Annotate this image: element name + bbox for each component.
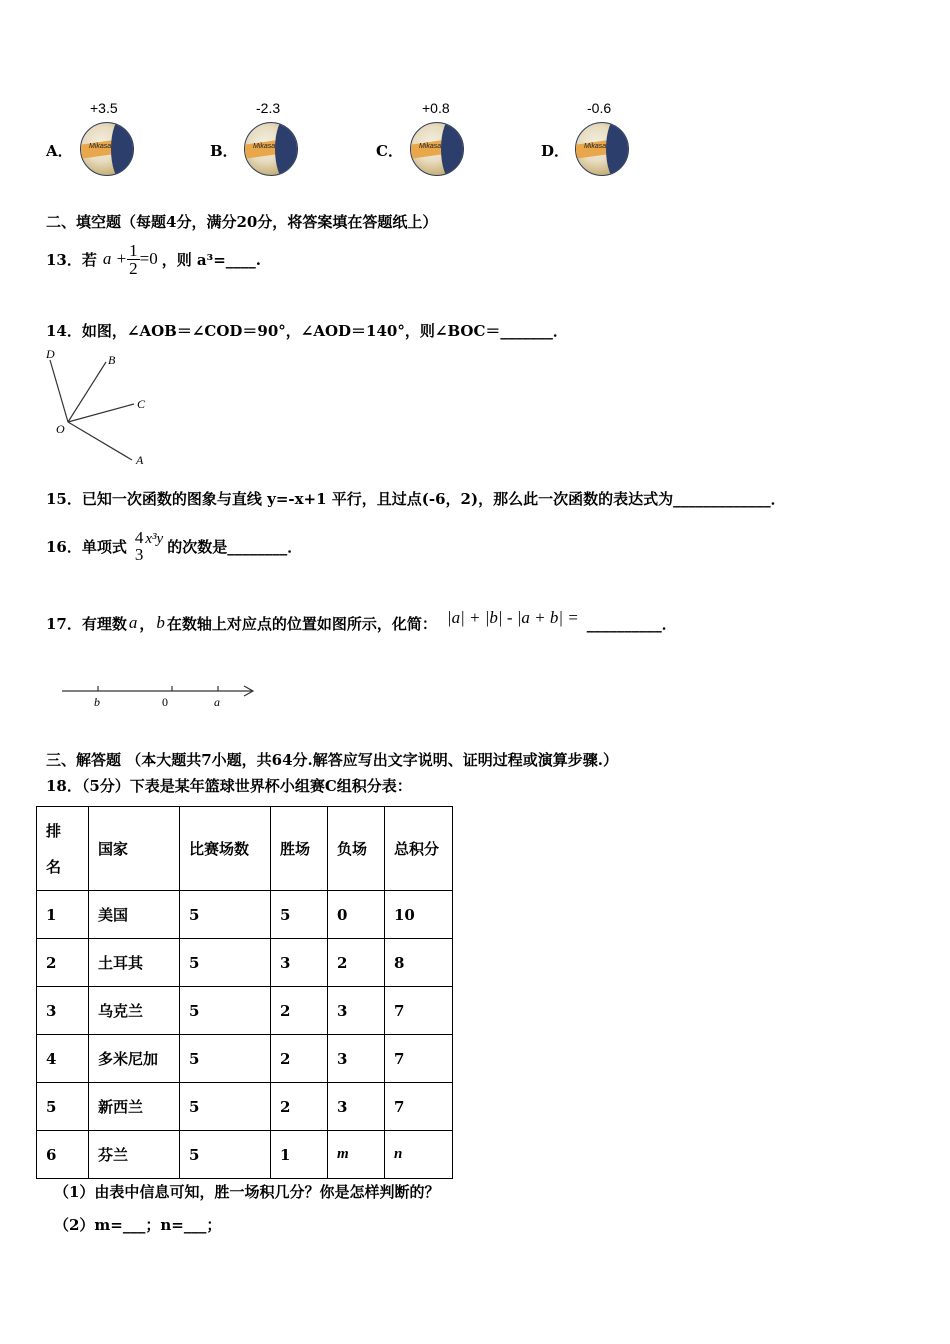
q13-expr-a: a + xyxy=(102,249,128,268)
ray-od xyxy=(50,360,68,422)
question-18-intro: 18．（5分）下表是某年篮球世界杯小组赛C组积分表： xyxy=(46,777,412,795)
volleyball-icon: Mikasa xyxy=(575,122,629,176)
label-b: B xyxy=(108,353,116,367)
header-country: 国家 xyxy=(89,807,180,891)
volleyball-icon: Mikasa xyxy=(244,122,298,176)
cell: 3 xyxy=(271,939,328,987)
cell: 10 xyxy=(385,891,453,939)
cell: 多米尼加 xyxy=(89,1035,180,1083)
q17-comma: ， xyxy=(139,614,155,633)
q16-fraction: 4 3 xyxy=(134,528,144,564)
cell: 3 xyxy=(37,987,89,1035)
q17-suffix: __________． xyxy=(586,614,677,633)
cell: 乌克兰 xyxy=(89,987,180,1035)
cell: 5 xyxy=(180,1035,271,1083)
cell: 7 xyxy=(385,987,453,1035)
table-row xyxy=(37,1035,453,1083)
cell: 美国 xyxy=(89,891,180,939)
q17-var-b: b xyxy=(156,613,165,632)
question-18-part-2: （2）m=___；n=___； xyxy=(54,1216,222,1234)
question-16 xyxy=(46,524,302,568)
table-row xyxy=(37,987,453,1035)
question-17 xyxy=(46,608,677,638)
table-row xyxy=(37,1131,453,1179)
header-points: 总积分 xyxy=(385,807,453,891)
volleyball-icon: Mikasa xyxy=(80,122,134,176)
cell: 7 xyxy=(385,1035,453,1083)
option-a xyxy=(46,100,166,180)
cell: 土耳其 xyxy=(89,939,180,987)
cell: 2 xyxy=(271,1035,328,1083)
cell: 0 xyxy=(328,891,385,939)
cell: n xyxy=(385,1131,453,1179)
q13-prefix: 13．若 xyxy=(46,250,97,269)
q17-mid: 在数轴上对应点的位置如图所示，化简： xyxy=(166,614,437,633)
q13-suffix: ，则 a³=____. xyxy=(161,250,262,269)
label-a: A xyxy=(136,453,144,467)
question-13 xyxy=(46,238,261,280)
header-losses: 负场 xyxy=(328,807,385,891)
cell: 5 xyxy=(180,1083,271,1131)
cell: 2 xyxy=(328,939,385,987)
axis-label-b: b xyxy=(94,695,100,709)
option-letter: C． xyxy=(376,142,403,160)
axis-label-a: a xyxy=(214,695,220,709)
cell: 8 xyxy=(385,939,453,987)
option-b xyxy=(210,100,330,180)
table-row xyxy=(37,939,453,987)
label-o: O xyxy=(56,422,65,436)
cell: 4 xyxy=(37,1035,89,1083)
option-value: -2.3 xyxy=(256,100,281,116)
option-letter: A． xyxy=(46,142,73,160)
q13-eq: =0 xyxy=(139,249,158,268)
cell: 1 xyxy=(271,1131,328,1179)
q17-prefix: 17．有理数 xyxy=(46,614,127,633)
cell: 5 xyxy=(180,891,271,939)
table-row xyxy=(37,1083,453,1131)
cell: 1 xyxy=(37,891,89,939)
option-letter: B． xyxy=(210,142,238,160)
number-line xyxy=(56,680,266,712)
table-row xyxy=(37,891,453,939)
header-games: 比赛场数 xyxy=(180,807,271,891)
section-3-heading: 三、解答题 （本大题共7小题，共64分.解答应写出文字说明、证明过程或演算步骤.） xyxy=(46,751,618,769)
q16-prefix: 16．单项式 xyxy=(46,537,127,556)
axis-label-zero: 0 xyxy=(162,695,168,709)
volleyball-icon: Mikasa xyxy=(410,122,464,176)
cell: 5 xyxy=(180,1131,271,1179)
q13-fraction: $\frac{1}{2}$ xyxy=(129,240,138,278)
cell: 2 xyxy=(271,1083,328,1131)
cell: 7 xyxy=(385,1083,453,1131)
cell: 3 xyxy=(328,1035,385,1083)
label-c: C xyxy=(137,397,146,411)
q17-var-a: a xyxy=(128,613,138,632)
option-value: -0.6 xyxy=(587,100,612,116)
q16-monomial: x³y xyxy=(145,530,164,547)
score-table xyxy=(36,806,453,1179)
cell: 2 xyxy=(37,939,89,987)
question-18-part-1: （1）由表中信息可知，胜一场积几分？你是怎样判断的？ xyxy=(54,1183,440,1201)
cell: 3 xyxy=(328,987,385,1035)
option-d xyxy=(541,100,661,180)
angle-figure xyxy=(40,348,160,468)
q17-expr: |a| + |b| - |a + b| = xyxy=(446,608,579,627)
cell: 5 xyxy=(180,939,271,987)
option-letter: D． xyxy=(541,142,570,160)
q16-suffix: 的次数是________． xyxy=(167,537,303,556)
label-d: D xyxy=(46,348,55,361)
option-value: +0.8 xyxy=(422,100,450,116)
header-wins: 胜场 xyxy=(271,807,328,891)
option-value: +3.5 xyxy=(90,100,118,116)
ray-oa xyxy=(68,422,132,460)
cell: 5 xyxy=(271,891,328,939)
table-header-row xyxy=(37,807,453,891)
cell: 2 xyxy=(271,987,328,1035)
question-14: 14．如图，∠AOB＝∠COD＝90°，∠AOD＝140°，则∠BOC＝_______． xyxy=(46,322,568,340)
question-15: 15．已知一次函数的图象与直线 y=-x+1 平行，且过点(-6，2)，那么此一次函数的表达式为_____________． xyxy=(46,490,786,508)
cell: 5 xyxy=(180,987,271,1035)
option-c xyxy=(376,100,496,180)
cell: 5 xyxy=(37,1083,89,1131)
cell: 3 xyxy=(328,1083,385,1131)
header-rank: 排 名 xyxy=(37,807,89,891)
cell: m xyxy=(328,1131,385,1179)
cell: 6 xyxy=(37,1131,89,1179)
cell: 新西兰 xyxy=(89,1083,180,1131)
section-2-heading: 二、填空题（每题4分，满分20分，将答案填在答题纸上） xyxy=(46,213,438,231)
cell: 芬兰 xyxy=(89,1131,180,1179)
